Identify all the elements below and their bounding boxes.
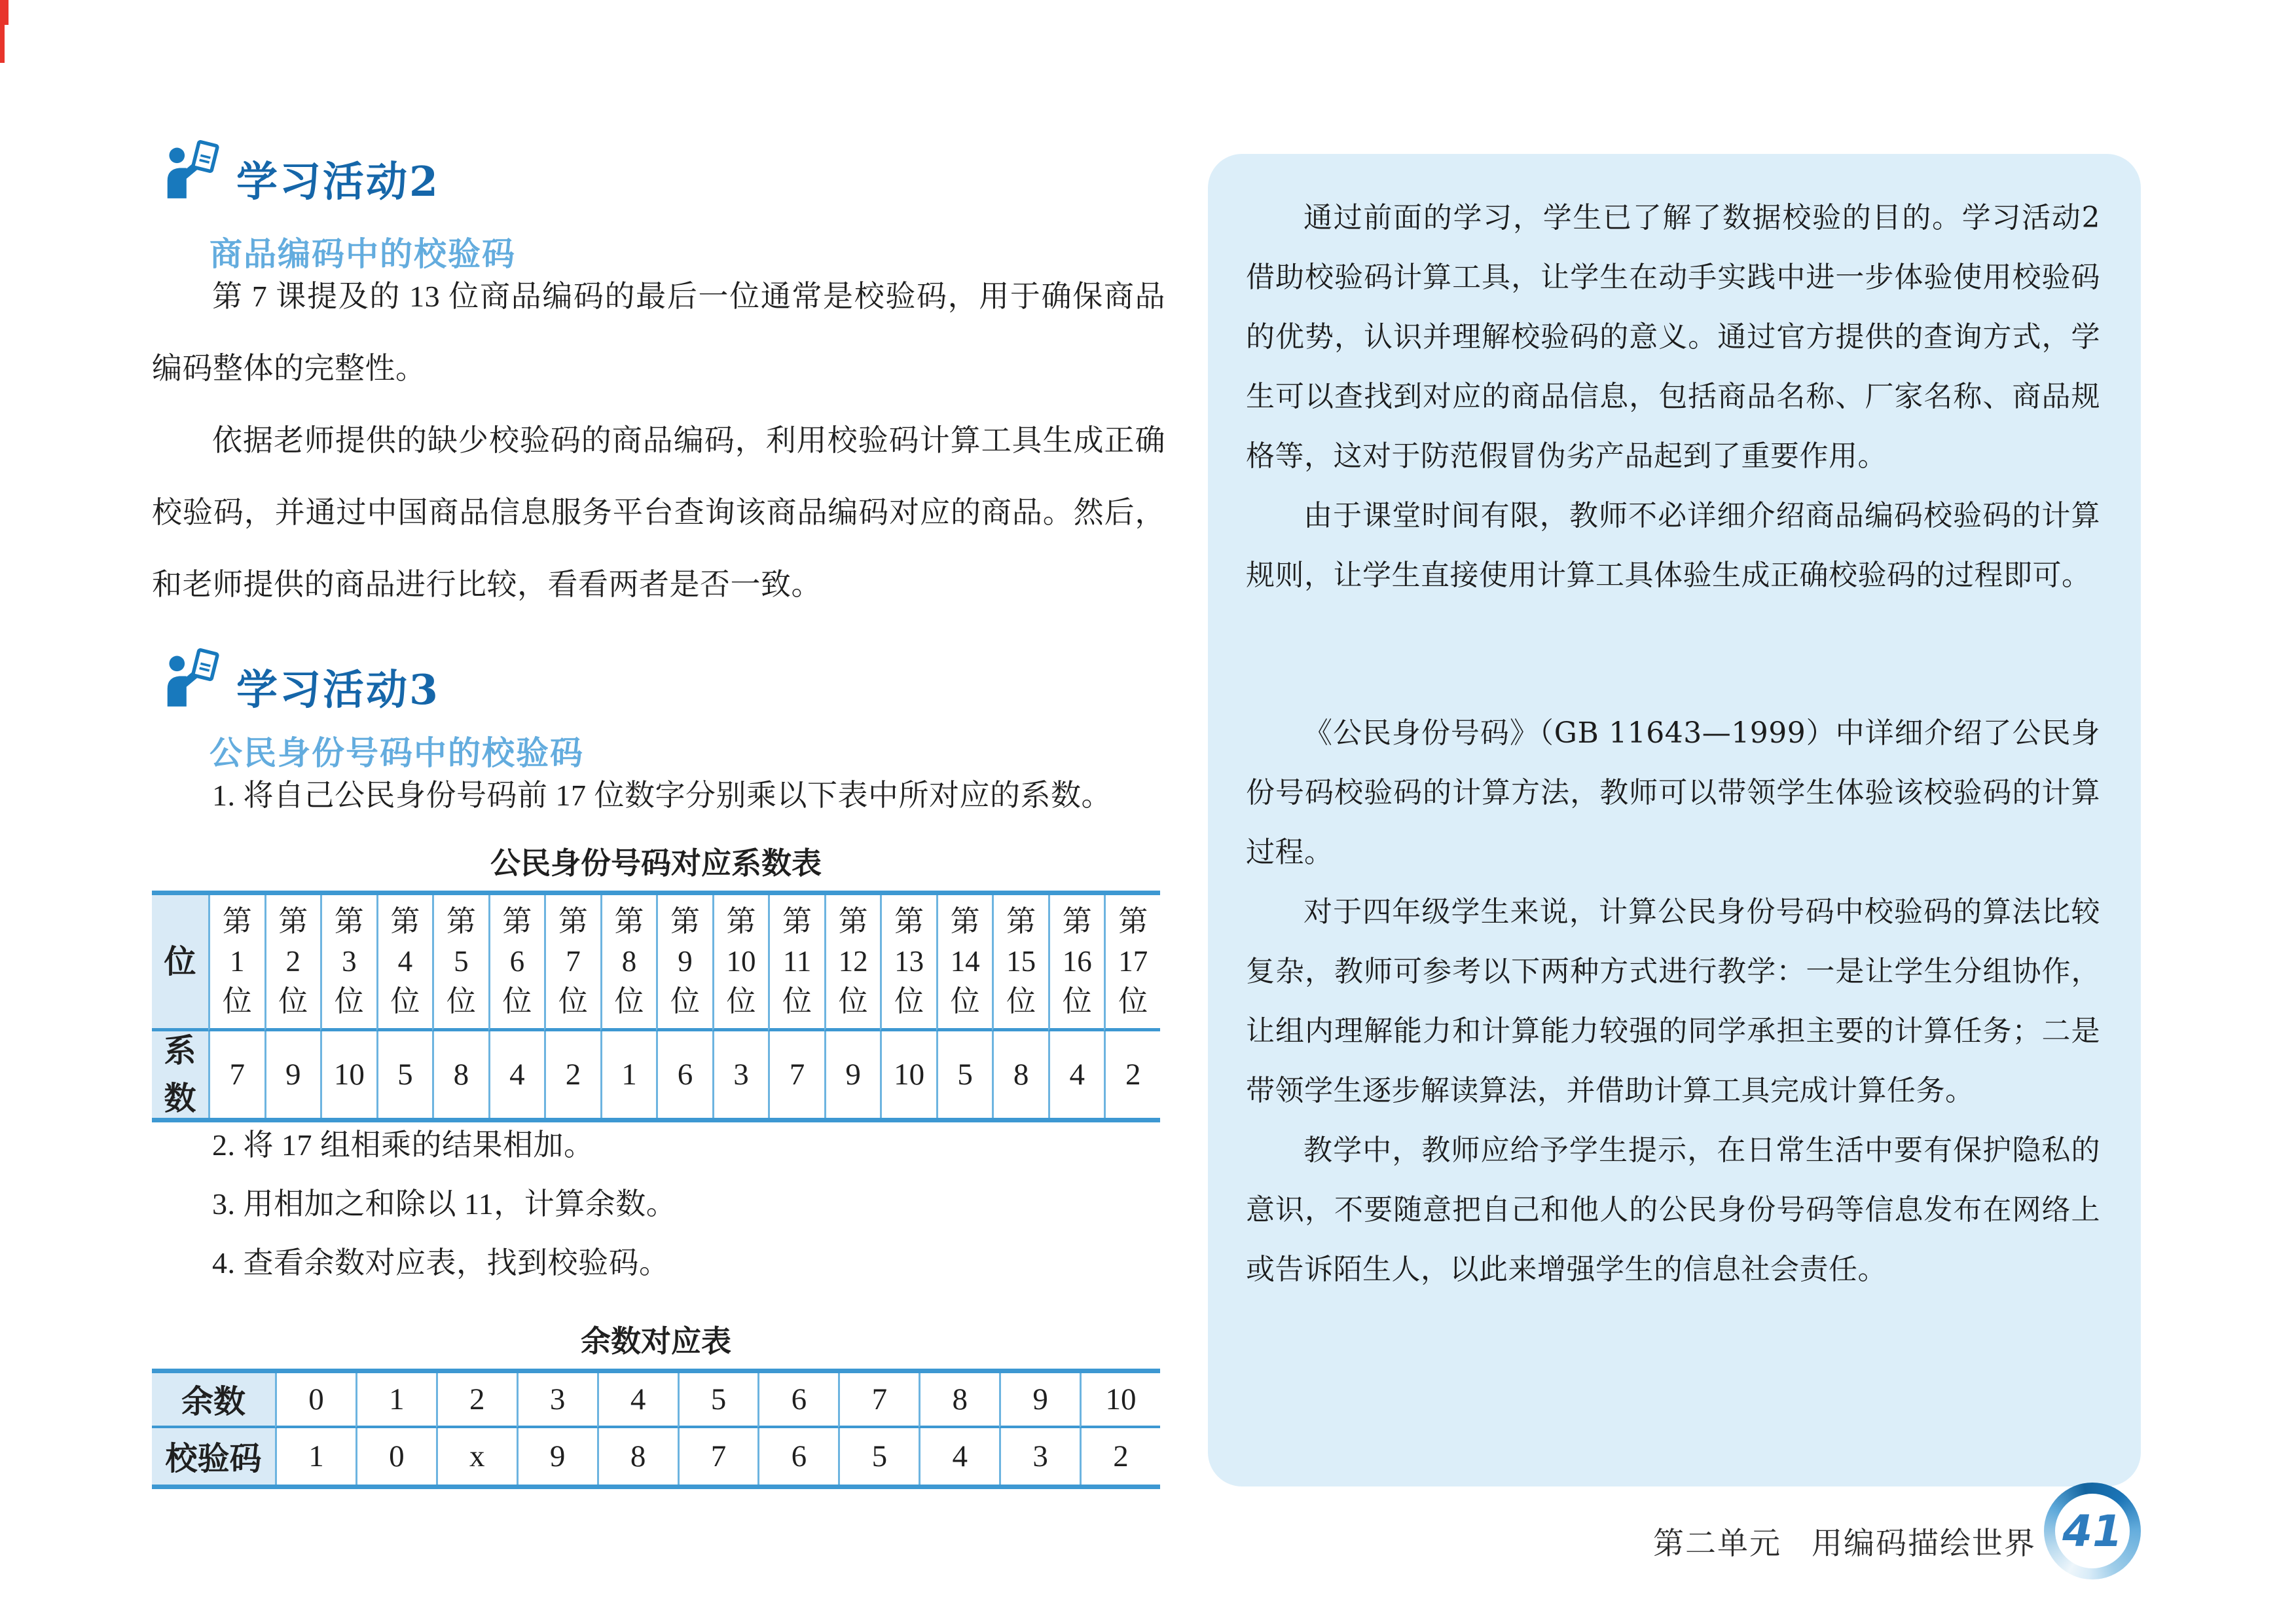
remainder-table-remainder-cell: 1: [355, 1373, 436, 1428]
coefficient-table-position-cell: 第 8 位: [600, 895, 657, 1031]
coefficient-table-value-cell: 9: [824, 1031, 881, 1118]
coefficient-table-row-header: 系数: [152, 1031, 208, 1118]
coefficient-table-title: 公民身份号码对应系数表: [490, 847, 822, 880]
remainder-table-remainder-cell: 4: [597, 1373, 678, 1428]
activity3-step-2: 2. 将 17 组相乘的结果相加。: [212, 1128, 594, 1162]
coefficient-table-position-cell: 第 11 位: [768, 895, 824, 1031]
activity2-subtitle: 商品编码中的校验码: [210, 235, 516, 273]
remainder-table-remainder-cell: 7: [838, 1373, 919, 1428]
remainder-table-remainder-cell: 6: [757, 1373, 838, 1428]
footer-unit-label: 第二单元: [1653, 1527, 1781, 1561]
coefficient-table-value-cell: 1: [600, 1031, 657, 1118]
coefficient-table-position-cell: 第 2 位: [264, 895, 321, 1031]
guidance-paragraph: 通过前面的学习，学生已了解了数据校验的目的。学习活动2借助校验码计算工具，让学生在动手实践中进一步体验使用校验码的优势，认识并理解校验码的意义。通过官方提供的查询方式，学生可以查找到对应的商品信息，包括商品名称、厂家名称、商品规格等，这对于防范假冒伪劣产品起到了重要作用。: [1246, 201, 2100, 473]
guidance-paragraphs: [1208, 154, 2141, 1299]
coefficient-table-value-cell: 3: [712, 1031, 769, 1118]
remainder-table-row-header: 校验码: [152, 1428, 275, 1485]
coefficient-table-value-cell: 10: [880, 1031, 936, 1118]
activity3-header: [159, 647, 440, 714]
page-number-badge-inner: [2055, 1494, 2130, 1568]
remainder-table: [152, 1369, 1160, 1489]
remainder-table-checkcode-cell: 5: [838, 1428, 919, 1485]
coefficient-table-position-cell: 第 4 位: [376, 895, 433, 1031]
coefficient-table-value-cell: 7: [768, 1031, 824, 1118]
coefficient-table-position-cell: 第 6 位: [488, 895, 545, 1031]
activity2-title: 学习活动2: [236, 157, 440, 206]
remainder-table-checkcode-cell: 2: [1080, 1428, 1160, 1485]
remainder-table-title: 余数对应表: [581, 1325, 731, 1358]
coefficient-table-position-cell: 第 3 位: [320, 895, 376, 1031]
person-reading-icon: [159, 139, 225, 206]
coefficient-table-position-cell: 第 13 位: [880, 895, 936, 1031]
remainder-table-remainder-cell: 8: [919, 1373, 999, 1428]
remainder-table-checkcode-cell: 3: [999, 1428, 1080, 1485]
guidance-paragraph: 对于四年级学生来说，计算公民身份号码中校验码的算法比较复杂，教师可参考以下两种方式进行教学：一是让学生分组协作，让组内理解能力和计算能力较强的同学承担主要的计算任务；二是带领学生逐步解读算法，并借助计算工具完成计算任务。: [1246, 895, 2100, 1107]
remainder-table-remainder-cell: 0: [275, 1373, 355, 1428]
coefficient-table-value-cell: 7: [208, 1031, 264, 1118]
coefficient-table-value-cell: 2: [1104, 1031, 1160, 1118]
coefficient-table-position-cell: 第 9 位: [656, 895, 712, 1031]
remainder-table-checkcode-cell: 4: [919, 1428, 999, 1485]
remainder-table-row-header: 余数: [152, 1373, 275, 1428]
activity2-paragraph-1: 第 7 课提及的 13 位商品编码的最后一位通常是校验码，用于确保商品编码整体的完整性。: [152, 280, 1165, 385]
scan-artifact-red: [0, 25, 5, 63]
guidance-paragraph: 教学中，教师应给予学生提示，在日常生活中要有保护隐私的意识，不要随意把自己和他人的公民身份号码等信息发布在网络上或告诉陌生人，以此来增强学生的信息社会责任。: [1246, 1134, 2100, 1286]
activity3-step-4: 4. 查看余数对应表，找到校验码。: [212, 1246, 670, 1280]
remainder-table-remainder-cell: 3: [517, 1373, 597, 1428]
teacher-guidance-box: [1208, 154, 2141, 1486]
coefficient-table-position-cell: 第 1 位: [208, 895, 264, 1031]
footer-unit-title: 用编码描绘世界: [1812, 1527, 2036, 1561]
footer-unit-line: [1486, 1519, 2036, 1563]
coefficient-table-position-cell: 第 10 位: [712, 895, 769, 1031]
remainder-table-checkcode-cell: 8: [597, 1428, 678, 1485]
remainder-table-remainder-cell: 10: [1080, 1373, 1160, 1428]
coefficient-table-value-cell: 9: [264, 1031, 321, 1118]
coefficient-table-value-cell: 5: [936, 1031, 993, 1118]
coefficient-table-value-cell: 5: [376, 1031, 433, 1118]
coefficient-table-position-cell: 第 12 位: [824, 895, 881, 1031]
page-number: 41: [2062, 1505, 2123, 1557]
person-reading-icon: [159, 647, 225, 714]
activity3-title: 学习活动3: [236, 665, 440, 714]
coefficient-table-value-cell: 10: [320, 1031, 376, 1118]
coefficient-table-position-cell: 第 7 位: [544, 895, 600, 1031]
coefficient-table-value-cell: 6: [656, 1031, 712, 1118]
coefficient-table-value-cell: 4: [488, 1031, 545, 1118]
activity2-paragraph-2: 依据老师提供的缺少校验码的商品编码，利用校验码计算工具生成正确校验码，并通过中国商品信息服务平台查询该商品编码对应的商品。然后，和老师提供的商品进行比较，看看两者是否一致。: [152, 424, 1165, 601]
remainder-table-checkcode-cell: 0: [355, 1428, 436, 1485]
coefficient-table-value-cell: 2: [544, 1031, 600, 1118]
coefficient-table-value-cell: 8: [992, 1031, 1048, 1118]
remainder-table-checkcode-cell: 9: [517, 1428, 597, 1485]
activity2-header: [159, 139, 440, 206]
coefficient-table-position-cell: 第 16 位: [1048, 895, 1104, 1031]
remainder-table-remainder-cell: 9: [999, 1373, 1080, 1428]
coefficient-table-position-cell: 第 15 位: [992, 895, 1048, 1031]
coefficient-table-position-cell: 第 14 位: [936, 895, 993, 1031]
remainder-table-checkcode-cell: x: [436, 1428, 517, 1485]
remainder-table-remainder-cell: 5: [678, 1373, 758, 1428]
scan-artifact-red: [0, 0, 9, 25]
coefficient-table-position-cell: 第 5 位: [432, 895, 488, 1031]
guidance-paragraph: 由于课堂时间有限，教师不必详细介绍商品编码校验码的计算规则，让学生直接使用计算工具体验生成正确校验码的过程即可。: [1246, 499, 2100, 592]
activity3-subtitle: 公民身份号码中的校验码: [210, 734, 584, 772]
coefficient-table-value-cell: 4: [1048, 1031, 1104, 1118]
activity3-step-3: 3. 用相加之和除以 11，计算余数。: [212, 1187, 677, 1221]
remainder-table-checkcode-cell: 1: [275, 1428, 355, 1485]
coefficient-table-row-header: 位: [152, 895, 208, 1031]
coefficient-table-position-cell: 第 17 位: [1104, 895, 1160, 1031]
coefficient-table: [152, 891, 1160, 1122]
remainder-table-checkcode-cell: 6: [757, 1428, 838, 1485]
guidance-paragraph: 《公民身份号码》（GB 11643—1999）中详细介绍了公民身份号码校验码的计算方法，教师可以带领学生体验该校验码的计算过程。: [1246, 716, 2100, 869]
page-number-badge: [2044, 1483, 2141, 1579]
activity3-step-1: 1. 将自己公民身份号码前 17 位数字分别乘以下表中所对应的系数。: [212, 779, 1112, 812]
remainder-table-checkcode-cell: 7: [678, 1428, 758, 1485]
remainder-table-remainder-cell: 2: [436, 1373, 517, 1428]
coefficient-table-value-cell: 8: [432, 1031, 488, 1118]
